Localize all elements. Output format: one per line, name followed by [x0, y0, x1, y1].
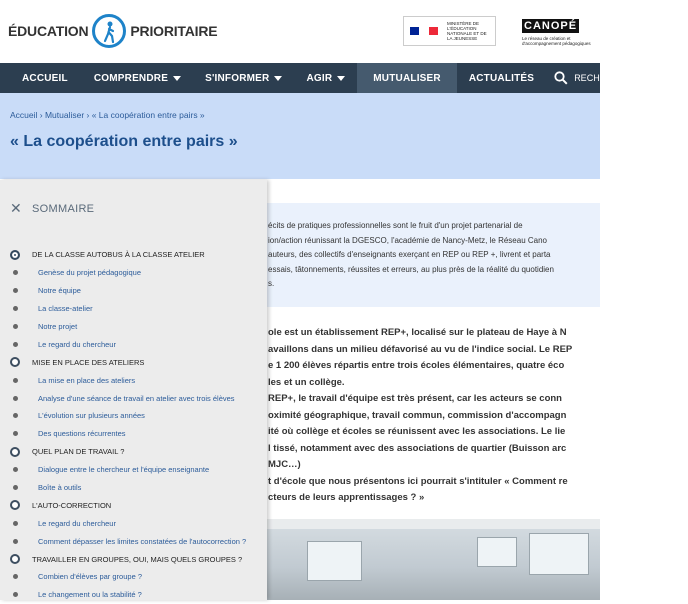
- sommaire-item-label: TRAVAILLER EN GROUPES, OUI, MAIS QUELS GROUPES ?: [32, 554, 243, 564]
- nav-sinformer-label: S'INFORMER: [205, 72, 270, 84]
- sommaire-item-label: Analyse d'une séance de travail en atelier avec trois élèves: [38, 393, 235, 403]
- sommaire-item-label: La mise en place des ateliers: [38, 375, 136, 385]
- bullet-dot-icon: [13, 467, 18, 472]
- bullet-dot-icon: [13, 485, 18, 490]
- bullet-dot-icon: [13, 306, 18, 311]
- nav-search[interactable]: [554, 71, 651, 85]
- sommaire-link[interactable]: [10, 514, 265, 532]
- bullet-dot-icon: [13, 592, 18, 597]
- sommaire-link[interactable]: [10, 371, 265, 389]
- sommaire-section[interactable]: [10, 443, 265, 461]
- body-line: e 1 200 élèves répartis entre trois écoles élémentaires, quatre éco: [268, 360, 565, 371]
- sommaire-link[interactable]: [10, 407, 265, 425]
- sommaire-item-label: QUEL PLAN DE TRAVAIL ?: [32, 447, 125, 457]
- body-line: availlons dans un milieu défavorisé au vu de l'indice social. Le REP: [268, 343, 573, 355]
- sommaire-link[interactable]: [10, 568, 265, 586]
- bullet-dot-icon: [13, 521, 18, 526]
- sommaire-link[interactable]: [10, 335, 265, 353]
- logo-text-left: ÉDUCATION: [8, 23, 89, 39]
- page-title: « La coopération entre pairs »: [10, 133, 238, 150]
- sommaire-item-label: L'AUTO-CORRECTION: [32, 500, 112, 510]
- sommaire-item-label: Notre équipe: [38, 286, 81, 296]
- bullet-dot-icon: [13, 324, 18, 329]
- breadcrumb[interactable]: Accueil › Mutualiser › « La coopération entre pairs »: [10, 110, 205, 120]
- sommaire-link[interactable]: [10, 264, 265, 282]
- sommaire-title: SOMMAIRE: [32, 202, 95, 215]
- close-icon[interactable]: ✕: [10, 200, 23, 216]
- canope-logo[interactable]: [522, 16, 592, 48]
- body-line: l tissé, notamment avec des associations de quartier (Buisson arc: [268, 442, 567, 454]
- walking-person-icon: [92, 14, 126, 48]
- sommaire-item-label: Comment dépasser les limites constatées de l'autocorrection ?: [38, 536, 247, 546]
- sommaire-item-label: Dialogue entre le chercheur et l'équipe enseignante: [38, 465, 210, 475]
- body-line: MJC…): [268, 459, 301, 470]
- intro-line: essais, tâtonnements, réussites et erreurs, au plus près de la réalité du quotidien: [268, 264, 554, 274]
- body-line: ole est un établissement REP+, localisé sur le plateau de Haye à N: [268, 327, 567, 338]
- nav-agir-label: AGIR: [306, 72, 333, 84]
- nav-actualites[interactable]: [457, 63, 546, 93]
- sommaire-list: [10, 246, 265, 604]
- radio-circle-icon: [10, 250, 20, 260]
- sommaire-panel: [0, 180, 267, 600]
- sommaire-item-label: Genèse du projet pédagogique: [38, 268, 142, 278]
- sommaire-item-label: Des questions récurrentes: [38, 429, 126, 439]
- title-banner: [0, 93, 600, 179]
- sommaire-link[interactable]: [10, 318, 265, 336]
- sommaire-item-label: Le regard du chercheur: [38, 518, 116, 528]
- sommaire-item-label: Combien d'élèves par groupe ?: [38, 572, 142, 582]
- nav-actualites-label: ACTUALITÉS: [468, 72, 535, 84]
- body-line: les et un collège.: [268, 376, 345, 388]
- sommaire-item-label: La classe-atelier: [38, 304, 93, 314]
- intro-line: auteurs, des collectifs d'enseignants exerçant en REP ou REP +, livrent et parta: [268, 250, 551, 259]
- body-line: cteurs de leurs apprentissages ? »: [268, 492, 425, 503]
- bullet-dot-icon: [13, 431, 18, 436]
- sommaire-link[interactable]: [10, 586, 265, 604]
- body-line: ité où collège et écoles se réunissent avec les associations. Le lie: [268, 426, 566, 437]
- caret-down-icon: [274, 76, 282, 81]
- nav-mutualiser[interactable]: [357, 63, 457, 93]
- ministere-logo[interactable]: [403, 16, 496, 46]
- bullet-dot-icon: [13, 396, 18, 401]
- intro-text: [268, 219, 688, 292]
- caret-down-icon: [173, 76, 181, 81]
- sommaire-link[interactable]: [10, 389, 265, 407]
- canope-wordmark: CANOPÉ: [524, 20, 578, 32]
- canope-subtitle: Le réseau de création et d'accompagnement pédagogiques: [522, 36, 591, 46]
- sommaire-header: [10, 200, 94, 217]
- nav-agir[interactable]: [294, 63, 357, 93]
- nav-accueil[interactable]: [0, 63, 82, 93]
- bullet-dot-icon: [13, 378, 18, 383]
- ministere-label: MINISTÈRE DE L'ÉDUCATION NATIONALE ET DE LA JEUNESSE: [447, 21, 487, 41]
- search-label: RECHERCHER: [574, 73, 638, 83]
- classroom-photo: [267, 519, 600, 600]
- body-text: [268, 325, 688, 507]
- radio-circle-icon: [10, 357, 20, 367]
- sommaire-item-label: MISE EN PLACE DES ATELIERS: [32, 357, 145, 367]
- bullet-dot-icon: [13, 574, 18, 579]
- site-header: [0, 0, 600, 63]
- sommaire-link[interactable]: [10, 425, 265, 443]
- sommaire-item-label: L'évolution sur plusieurs années: [38, 411, 145, 421]
- french-flag-icon: [407, 20, 441, 42]
- sommaire-section[interactable]: [10, 550, 265, 568]
- nav-accueil-label: ACCUEIL: [22, 72, 68, 84]
- radio-circle-icon: [10, 500, 20, 510]
- nav-comprendre[interactable]: [82, 63, 193, 93]
- sommaire-item-label: DE LA CLASSE AUTOBUS À LA CLASSE ATELIER: [32, 250, 205, 260]
- sommaire-link[interactable]: [10, 461, 265, 479]
- bullet-dot-icon: [13, 342, 18, 347]
- sommaire-link[interactable]: [10, 479, 265, 497]
- intro-line: ion/action réunissant la DGESCO, l'académie de Nancy-Metz, le Réseau Cano: [268, 235, 547, 245]
- sommaire-section[interactable]: [10, 246, 265, 264]
- sommaire-item-label: Boîte à outils: [38, 483, 82, 493]
- nav-sinformer[interactable]: [193, 63, 294, 93]
- radio-circle-icon: [10, 447, 20, 457]
- intro-line: s.: [268, 279, 275, 288]
- sommaire-section[interactable]: [10, 496, 265, 514]
- intro-line: écits de pratiques professionnelles sont le fruit d'un projet partenarial de: [268, 221, 523, 230]
- site-logo[interactable]: [8, 12, 217, 50]
- sommaire-link[interactable]: [10, 300, 265, 318]
- body-line: t d'école que nous présentons ici pourrait s'intituler « Comment re: [268, 475, 568, 487]
- bullet-dot-icon: [13, 539, 18, 544]
- caret-down-icon: [643, 76, 651, 81]
- nav-comprendre-label: COMPRENDRE: [93, 72, 169, 84]
- radio-circle-icon: [10, 554, 20, 564]
- main-nav: [0, 63, 638, 93]
- bullet-dot-icon: [13, 270, 18, 275]
- nav-mutualiser-label: MUTUALISER: [373, 72, 441, 84]
- caret-down-icon: [337, 76, 345, 81]
- search-icon: [554, 71, 568, 85]
- sommaire-item-label: Notre projet: [38, 322, 78, 331]
- body-line: REP+, le travail d'équipe est très présent, car les acteurs se conn: [268, 393, 562, 404]
- sommaire-link[interactable]: [10, 532, 265, 550]
- sommaire-link[interactable]: [10, 282, 265, 300]
- bullet-dot-icon: [13, 288, 18, 293]
- sommaire-section[interactable]: [10, 353, 265, 371]
- logo-text-right: PRIORITAIRE: [130, 23, 218, 39]
- body-line: oximité géographique, travail commun, commission d'accompagn: [268, 409, 567, 421]
- sommaire-item-label: Le changement ou la stabilité ?: [38, 590, 142, 600]
- sommaire-item-label: Le regard du chercheur: [38, 339, 116, 349]
- bullet-dot-icon: [13, 413, 18, 418]
